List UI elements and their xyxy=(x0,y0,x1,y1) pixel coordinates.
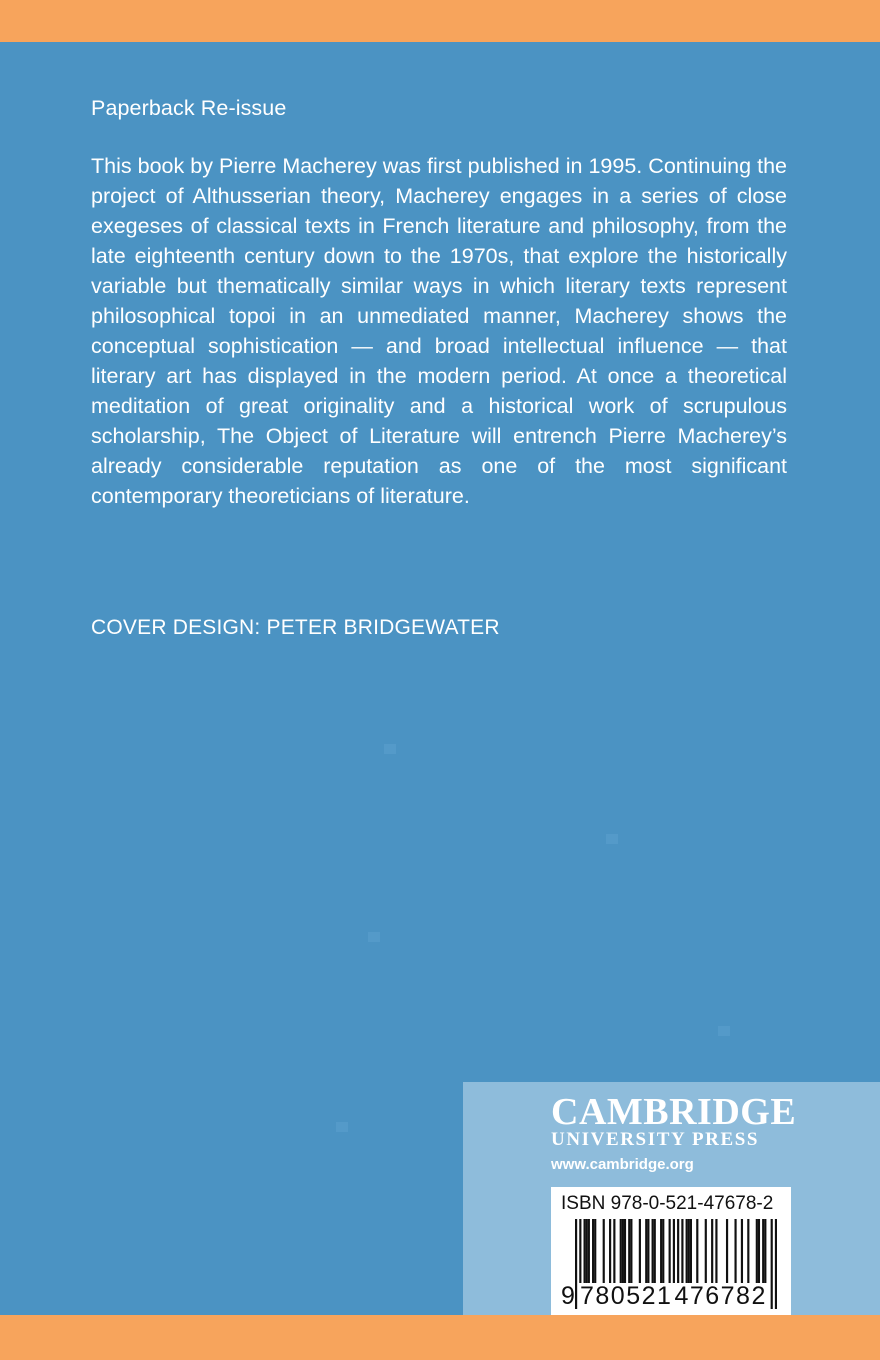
barcode-bar xyxy=(690,1219,692,1285)
barcode-bar xyxy=(654,1219,656,1285)
barcode-bar xyxy=(592,1219,594,1285)
barcode-bar xyxy=(603,1219,605,1285)
barcode-bar xyxy=(741,1219,743,1285)
publisher-url[interactable]: www.cambridge.org xyxy=(551,1156,694,1173)
barcode-bar xyxy=(647,1219,649,1285)
top-orange-band xyxy=(0,0,880,42)
barcode-bar xyxy=(747,1219,749,1285)
barcode-bar xyxy=(726,1219,728,1285)
barcode-bar xyxy=(594,1219,596,1285)
background-speck xyxy=(718,1026,730,1036)
barcode-bar xyxy=(758,1219,760,1285)
edition-label: Paperback Re-issue xyxy=(91,96,287,120)
barcode-left-group: 780521 xyxy=(580,1282,673,1310)
isbn-barcode-box xyxy=(551,1187,791,1315)
barcode-bar xyxy=(620,1219,622,1285)
barcode-bar xyxy=(622,1219,624,1285)
book-description: This book by Pierre Macherey was first published in 1995. Continuing the project of Althusserian theory, Macherey engages in a series of close exegeses of classical texts in French literature and philosophy, from the late eighteenth century down to the 1970s, that explore the historically variable but thematically similar ways in which literary texts represent philosophical topoi in an unmediated manner, Macherey shows the conceptual sophistication — and broad intellectual influence — that literary art has displayed in the modern period. At once a theoretical meditation of great originality and a historical work of scrupulous scholarship, The Object of Literature will entrench Pierre Macherey’s already considerable reputation as one of the most significant contemporary theoreticians of literature. xyxy=(91,154,787,508)
barcode-bar xyxy=(764,1219,766,1285)
barcode-right-group: 476782 xyxy=(674,1282,767,1310)
barcode-bar xyxy=(715,1219,717,1285)
barcode-bar xyxy=(586,1219,588,1285)
barcode-bar xyxy=(669,1219,671,1285)
barcode-bar xyxy=(762,1219,764,1285)
isbn-number: ISBN 978-0-521-47678-2 xyxy=(561,1193,774,1214)
barcode-bar xyxy=(588,1219,590,1285)
barcode-bar xyxy=(628,1219,630,1285)
barcode-bar xyxy=(711,1219,713,1285)
barcode-bar xyxy=(609,1219,611,1285)
barcode-bar xyxy=(686,1219,688,1285)
barcode-bar xyxy=(584,1219,586,1285)
barcode-bar xyxy=(645,1219,647,1285)
barcode-digits xyxy=(561,1283,781,1309)
barcode-bar xyxy=(652,1219,654,1285)
barcode-bar xyxy=(639,1219,641,1285)
barcode-bar xyxy=(734,1219,736,1285)
background-speck xyxy=(368,932,380,942)
barcode-bar xyxy=(688,1219,690,1285)
background-speck xyxy=(606,834,618,844)
background-speck xyxy=(336,1122,348,1132)
barcode-bar xyxy=(630,1219,632,1285)
barcode-bar xyxy=(756,1219,758,1285)
barcode-bar xyxy=(662,1219,664,1285)
background-speck xyxy=(384,744,396,754)
barcode-bar xyxy=(696,1219,698,1285)
barcode-first-digit: 9 xyxy=(561,1282,575,1310)
barcode-bar xyxy=(681,1219,683,1285)
cover-design-credit: COVER DESIGN: PETER BRIDGEWATER xyxy=(91,616,500,639)
publisher-name: CAMBRIDGE xyxy=(551,1091,797,1133)
barcode-bar xyxy=(705,1219,707,1285)
barcode-bar xyxy=(660,1219,662,1285)
bottom-orange-band xyxy=(0,1315,880,1360)
barcode-bar xyxy=(624,1219,626,1285)
publisher-subtitle: UNIVERSITY PRESS xyxy=(551,1129,760,1150)
barcode-bar xyxy=(613,1219,615,1285)
